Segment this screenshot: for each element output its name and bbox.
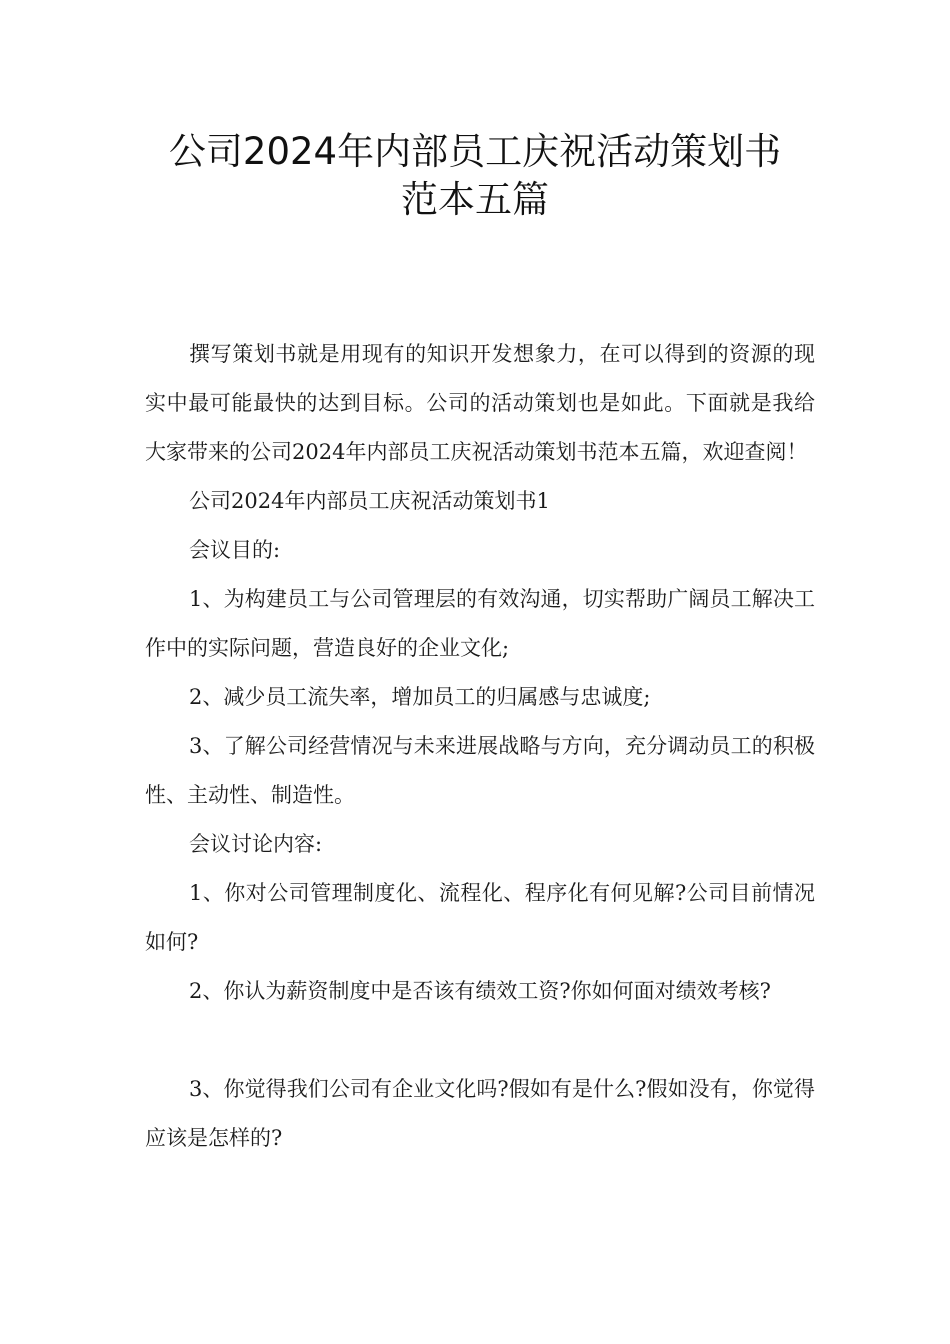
title-line-1: 公司2024年内部员工庆祝活动策划书 (168, 130, 782, 173)
discussion-item-2: 2、你认为薪资制度中是否该有绩效工资?你如何面对绩效考核? (189, 979, 771, 1003)
document-body (145, 330, 815, 1163)
purpose-item-3: 3、了解公司经营情况与未来进展战略与方向，充分调动员工的积极性、主动性、制造性。 (145, 734, 815, 807)
section-title: 公司2024年内部员工庆祝活动策划书1 (189, 489, 550, 513)
document-title (0, 128, 950, 224)
purpose-item-1: 1、为构建员工与公司管理层的有效沟通，切实帮助广阔员工解决工作中的实际问题，营造良好的企业文化; (145, 587, 815, 660)
title-line-2: 范本五篇 (401, 178, 549, 221)
discussion-item-1: 1、你对公司管理制度化、流程化、程序化有何见解?公司目前情况如何? (145, 881, 815, 954)
discussion-item-3: 3、你觉得我们公司有企业文化吗?假如有是什么?假如没有，你觉得应该是怎样的? (145, 1077, 815, 1150)
discussion-heading: 会议讨论内容: (189, 832, 323, 856)
intro-paragraph: 撰写策划书就是用现有的知识开发想象力，在可以得到的资源的现实中最可能最快的达到目标。公司的活动策划也是如此。下面就是我给大家带来的公司2024年内部员工庆祝活动策划书范本五篇，欢迎查阅！ (145, 342, 815, 464)
purpose-item-2: 2、减少员工流失率，增加员工的归属感与忠诚度; (189, 685, 651, 709)
paragraph-gap (145, 1016, 815, 1065)
meeting-purpose-heading: 会议目的: (189, 538, 281, 562)
